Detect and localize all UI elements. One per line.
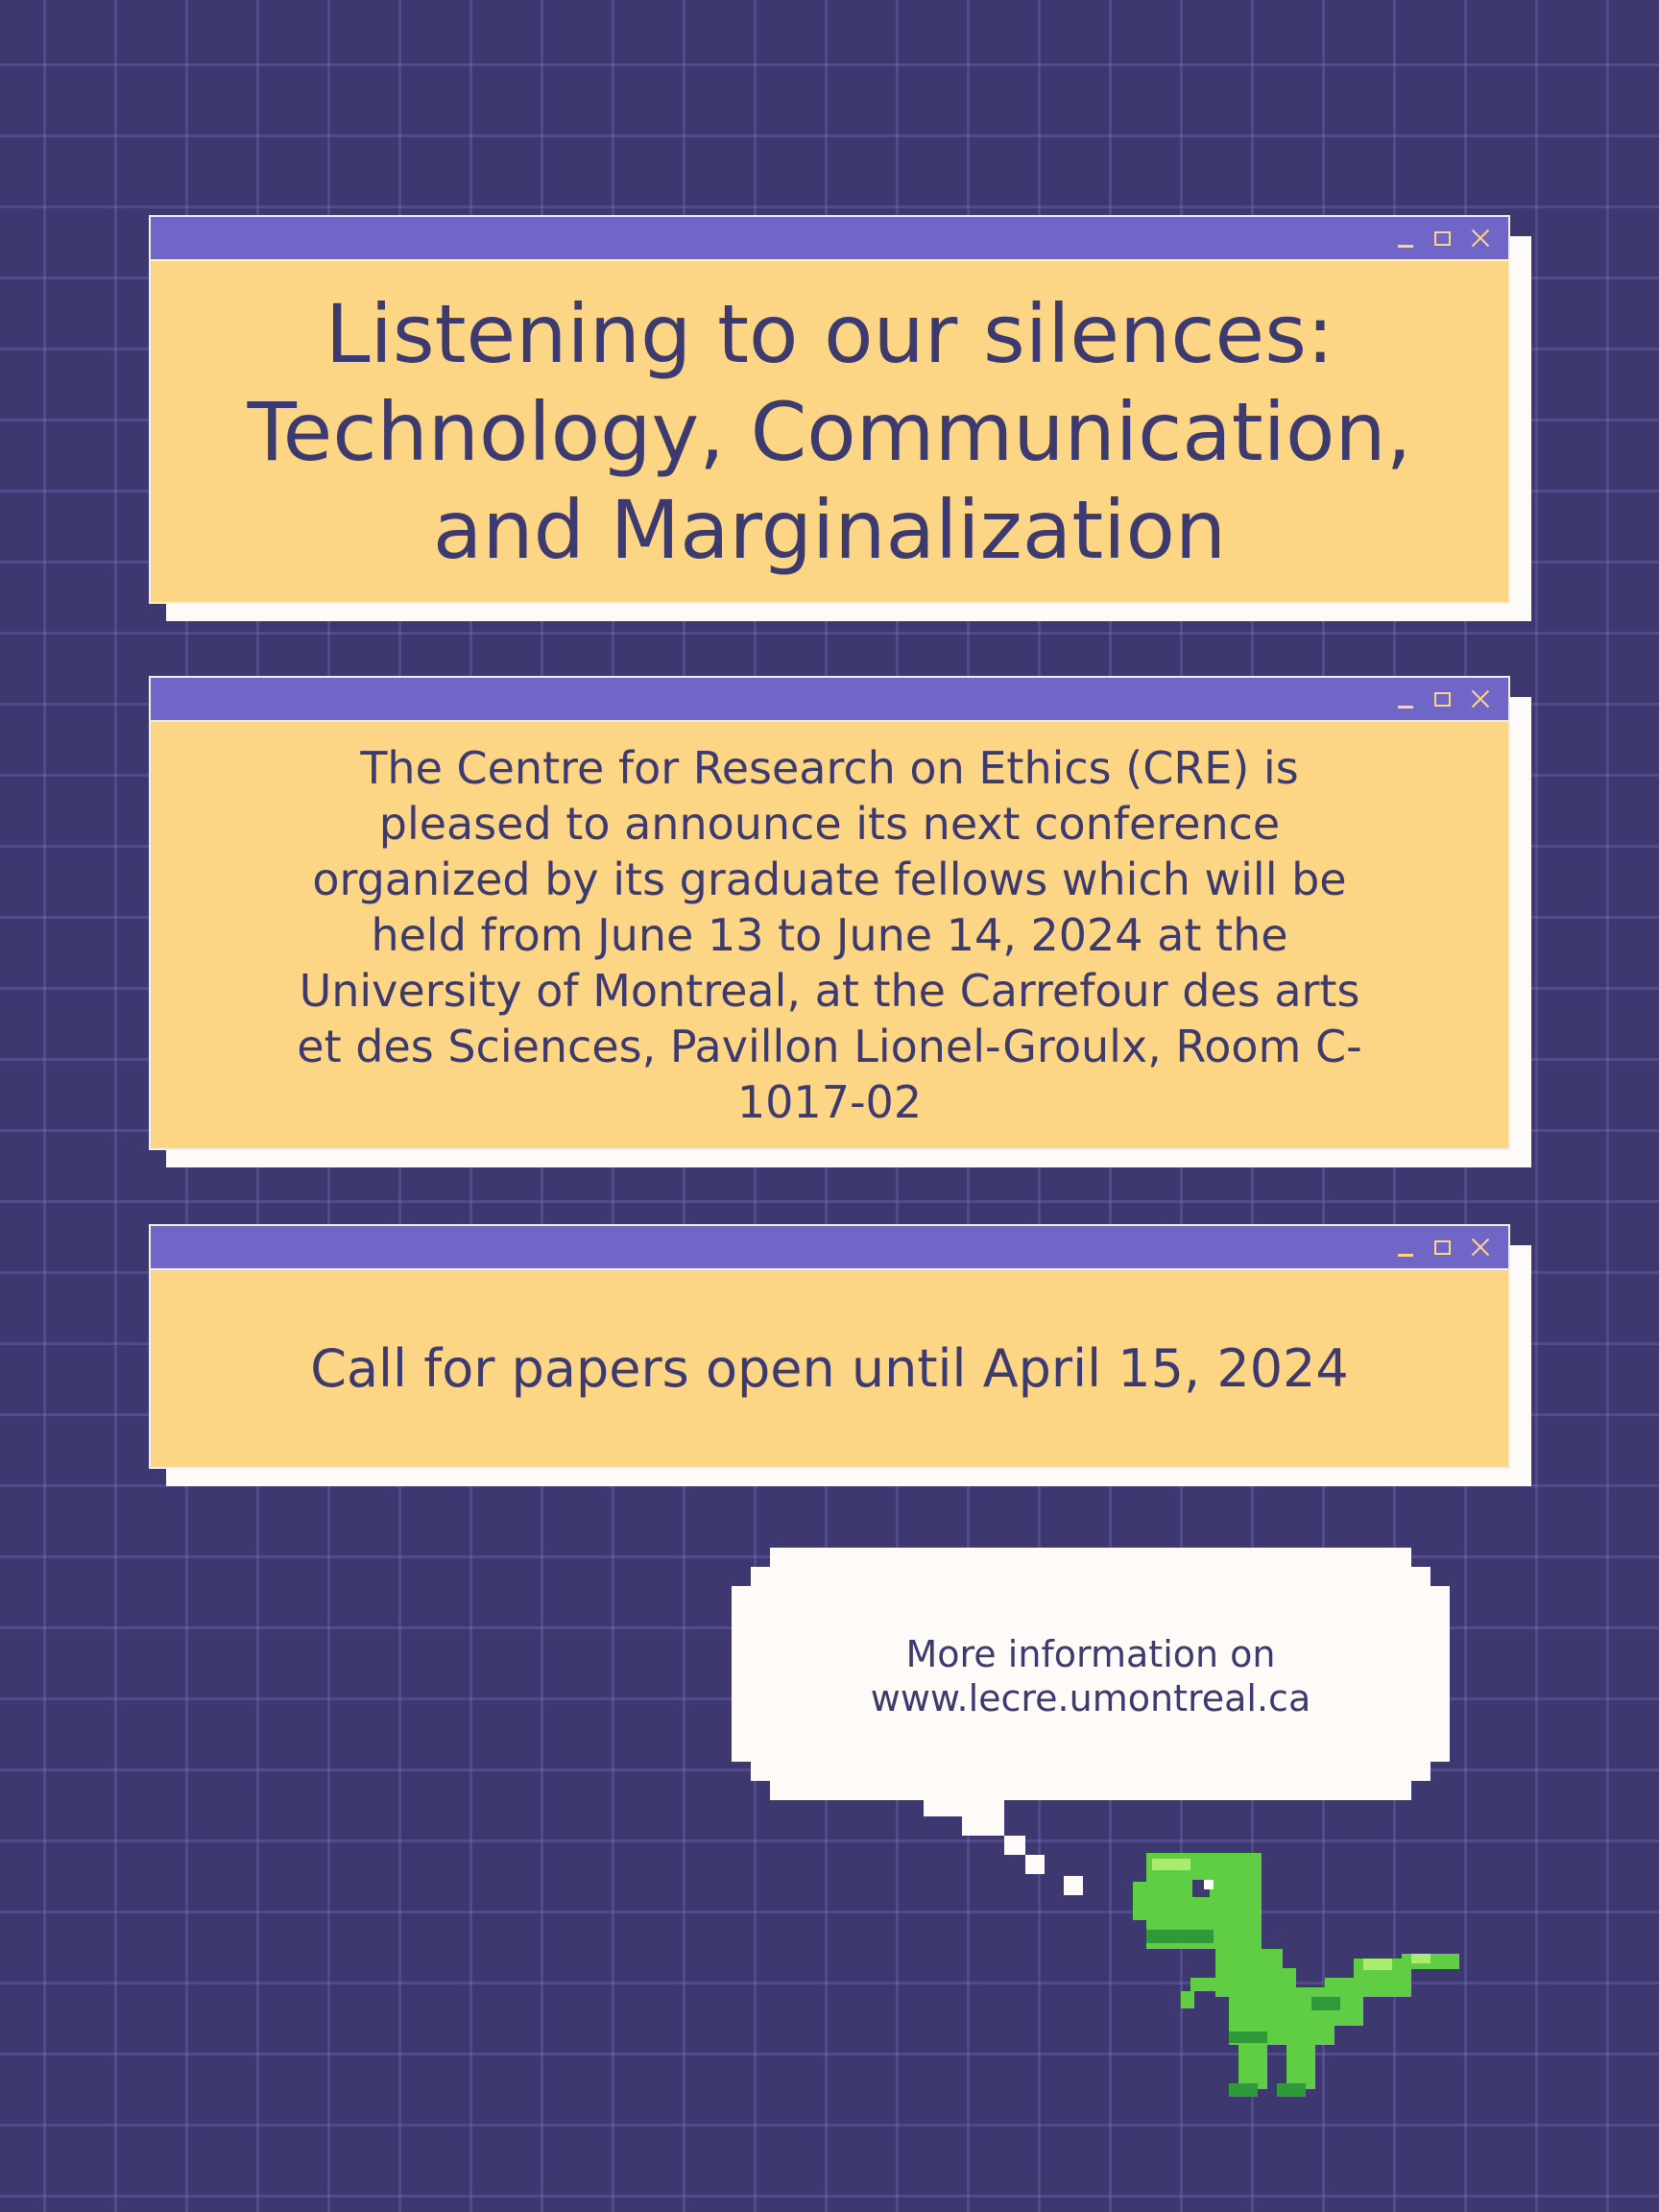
window-frame [149,676,1510,1150]
close-icon[interactable] [1470,228,1491,249]
speech-bubble-tail [924,1797,1087,1897]
minimize-icon[interactable] [1396,687,1415,710]
window-controls [1396,227,1491,250]
close-icon[interactable] [1470,688,1491,709]
window-frame [149,215,1510,604]
minimize-icon[interactable] [1396,227,1415,250]
window-body [151,722,1508,1148]
dinosaur-icon [1133,1853,1459,2103]
minimize-icon[interactable] [1396,1236,1415,1259]
window-titlebar [151,217,1508,261]
window-titlebar [151,678,1508,722]
maximize-icon[interactable] [1434,692,1451,707]
window-body [151,261,1508,602]
window-body [151,1270,1508,1467]
title-window [149,215,1510,604]
window-controls [1396,1236,1491,1259]
close-icon[interactable] [1470,1237,1491,1258]
window-titlebar [151,1226,1508,1270]
announcement-text: The Centre for Research on Ethics (CRE) is pleased to announce its next conference organized by its graduate fellows which will be held from June 13 to June 14, 2024 at the University of Montreal, at the Carrefour des arts et des Sciences, Pavillon Lionel-Groulx, Room C-1017-02 [297,742,1362,1128]
more-info-line: More information on [905,1633,1276,1675]
conference-title: Listening to our silences: Technology, Communication, and Marginalization [247,286,1412,577]
more-info-text [732,1632,1450,1720]
call-for-papers-window [149,1224,1510,1469]
announcement-window [149,676,1510,1150]
window-frame [149,1224,1510,1469]
call-for-papers-text: Call for papers open until April 15, 2024 [310,1337,1349,1399]
window-controls [1396,687,1491,710]
maximize-icon[interactable] [1434,231,1451,246]
maximize-icon[interactable] [1434,1240,1451,1255]
website-link[interactable]: www.lecre.umontreal.ca [870,1677,1311,1719]
